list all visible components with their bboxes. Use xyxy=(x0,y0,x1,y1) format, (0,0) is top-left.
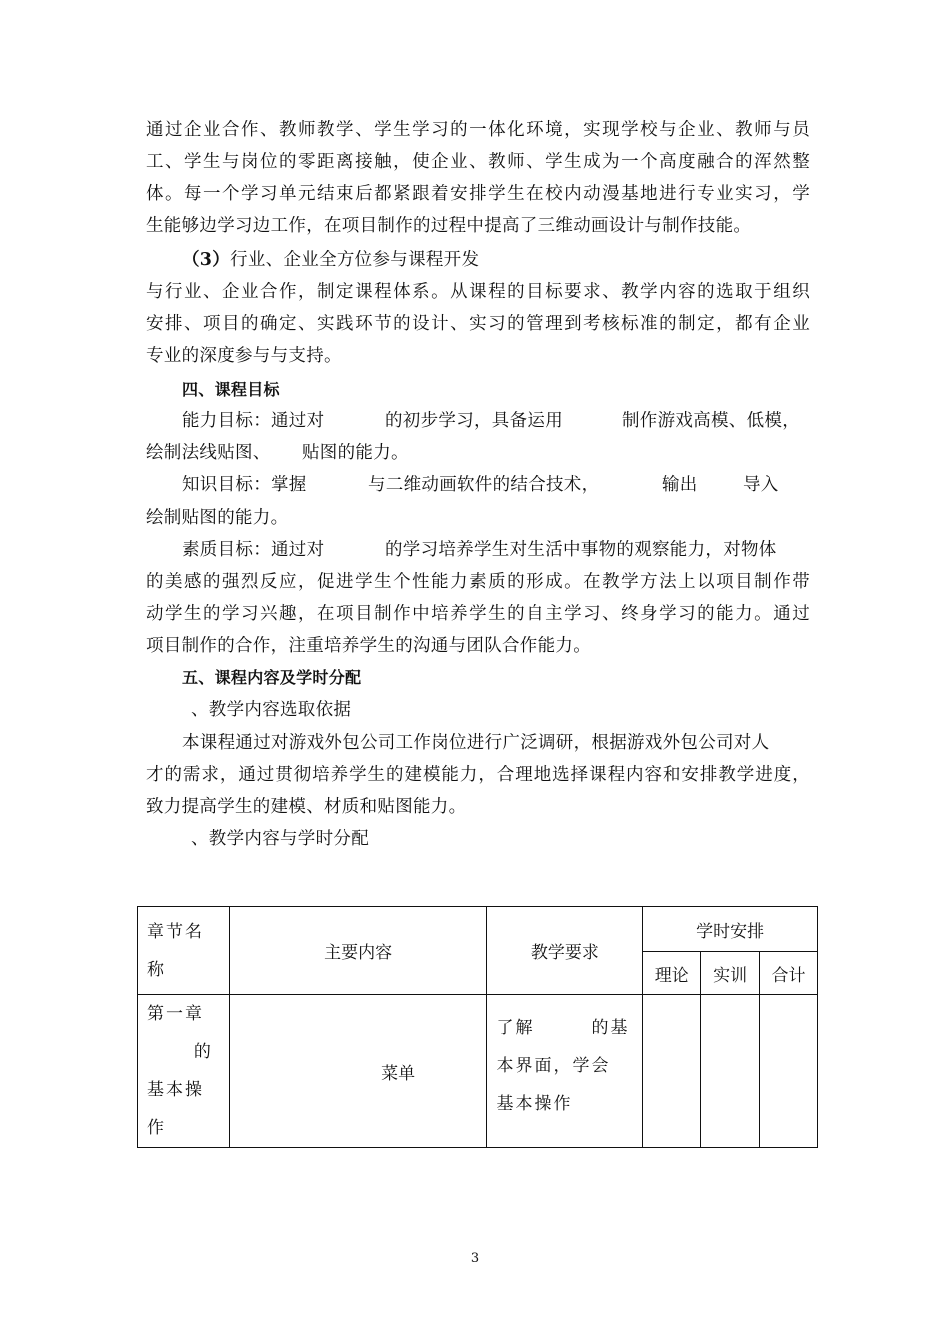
text-line: 才的需求，通过贯彻培养学生的建模能力，合理地选择课程内容和安排教学进度， xyxy=(146,765,810,785)
item-3-heading xyxy=(182,248,479,272)
header-content: 主要内容 xyxy=(229,907,487,995)
requirement-cell xyxy=(487,995,643,1148)
text-line: 项目制作的合作，注重培养学生的沟通与团队合作能力。 xyxy=(146,636,591,656)
chapter-line: 作 xyxy=(147,1118,166,1138)
chapter-line: 第一章 xyxy=(147,1004,204,1024)
text-line: 致力提高学生的建模、材质和贴图能力。 xyxy=(146,797,467,817)
theory-cell xyxy=(643,995,701,1148)
hours-table xyxy=(137,906,818,1148)
text-line: 本课程通过对游戏外包公司工作岗位进行广泛调研，根据游戏外包公司对人 xyxy=(182,733,770,753)
ability-goal-b: 的初步学习，具备运用 xyxy=(385,411,563,431)
content-cell: 菜单 xyxy=(229,995,487,1148)
section-5-heading: 五、课程内容及学时分配 xyxy=(182,668,362,687)
requirement-line: 本界面，学会 xyxy=(496,1056,611,1076)
knowledge-goal-d: 导入 xyxy=(743,475,779,495)
text-line: 专业的深度参与与支持。 xyxy=(146,346,342,366)
item-3-number: （3） xyxy=(182,250,231,270)
header-chapter: 章节名称 xyxy=(138,907,230,995)
section-5-sub-1: 、教学内容选取依据 xyxy=(191,700,352,720)
header-hours: 学时安排 xyxy=(643,907,818,952)
header-total: 合计 xyxy=(760,952,818,995)
page-number: 3 xyxy=(470,1251,480,1266)
header-requirement: 教学要求 xyxy=(487,907,643,995)
header-theory: 理论 xyxy=(643,952,701,995)
text-line: 安排、项目的确定、实践环节的设计、实习的管理到考核标准的制定，都有企业 xyxy=(146,314,810,334)
requirement-line: 基本操作 xyxy=(496,1094,573,1114)
text-line: 与行业、企业合作，制定课程体系。从课程的目标要求、教学内容的选取于组织 xyxy=(146,282,810,302)
text-line: 生能够边学习边工作，在项目制作的过程中提高了三维动画设计与制作技能。 xyxy=(146,216,752,236)
knowledge-goal-c: 输出 xyxy=(662,475,698,495)
requirement-line: 了解 的基 xyxy=(496,1018,630,1038)
ability-goal-d1: 绘制法线贴图、 xyxy=(146,443,271,463)
chapter-line: 的 xyxy=(193,1042,213,1062)
header-practice: 实训 xyxy=(701,952,760,995)
practice-cell xyxy=(701,995,760,1148)
table-row xyxy=(138,995,818,1148)
ability-goal-d2: 贴图的能力。 xyxy=(302,443,409,463)
knowledge-goal-a: 知识目标：掌握 xyxy=(182,475,307,495)
knowledge-goal-b: 与二维动画软件的结合技术， xyxy=(368,475,600,495)
text-line: 通过企业合作、教师教学、学生学习的一体化环境，实现学校与企业、教师与员 xyxy=(146,120,810,140)
section-4-heading: 四、课程目标 xyxy=(182,380,280,399)
text-line: 体。每一个学习单元结束后都紧跟着安排学生在校内动漫基地进行专业实习，学 xyxy=(146,184,810,204)
text-line: 工、学生与岗位的零距离接触，使企业、教师、学生成为一个高度融合的浑然整 xyxy=(146,152,810,172)
quality-goal-a: 素质目标：通过对 xyxy=(182,540,325,560)
text-line: 动学生的学习兴趣，在项目制作中培养学生的自主学习、终身学习的能力。通过 xyxy=(146,604,810,624)
item-3-title: 行业、企业全方位参与课程开发 xyxy=(230,250,480,270)
chapter-cell xyxy=(138,995,230,1148)
total-cell xyxy=(760,995,818,1148)
ability-goal-a: 能力目标：通过对 xyxy=(182,411,325,431)
ability-goal-c: 制作游戏高模、低模， xyxy=(622,411,800,431)
quality-goal-b: 的学习培养学生对生活中事物的观察能力，对物体 xyxy=(385,540,777,560)
section-5-sub-2: 、教学内容与学时分配 xyxy=(191,829,369,849)
knowledge-goal-e: 绘制贴图的能力。 xyxy=(146,508,289,528)
chapter-line: 基本操 xyxy=(147,1080,204,1100)
text-line: 的美感的强烈反应，促进学生个性能力素质的形成。在教学方法上以项目制作带 xyxy=(146,572,810,592)
